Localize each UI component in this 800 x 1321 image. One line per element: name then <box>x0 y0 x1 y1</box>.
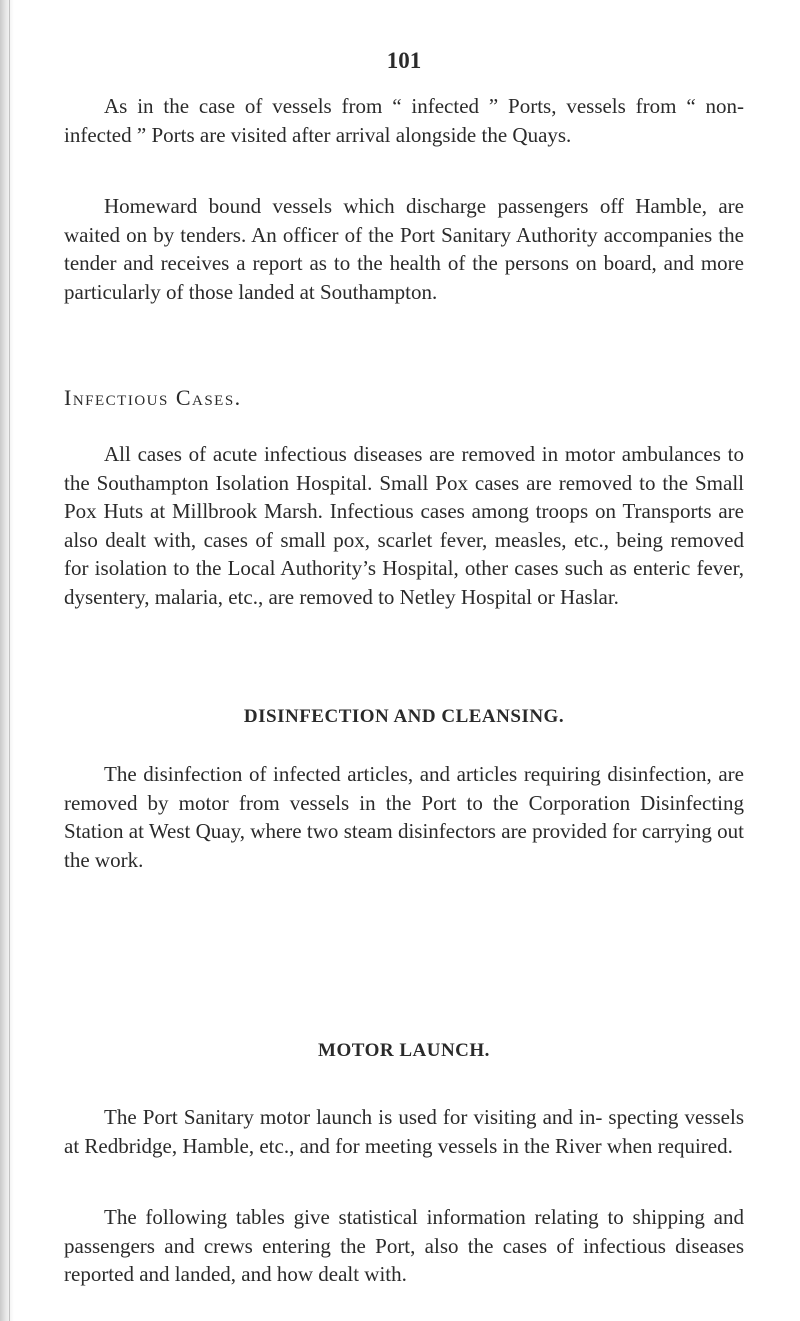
paragraph-disinfection: The disinfection of infected articles, and articles requiring disinfection, are removed by motor from vessels in the Port to the Corporation Disinfecting Station at West Quay, where two steam disinfectors are provided for carrying out the work. <box>64 762 744 872</box>
heading-motor-launch: MOTOR LAUNCH. <box>318 1040 490 1061</box>
paragraph-homeward-vessels: Homeward bound vessels which discharge passengers off Hamble, are waited on by tenders. An officer of the Port Sanitary Authority accompanies the tender and receives a report as to the health of the persons on board, and more particularly of those landed at Southampton. <box>64 194 744 304</box>
heading-disinfection-cleansing: DISINFECTION AND CLEANSING. <box>243 706 565 727</box>
paragraph-motor-launch: The Port Sanitary motor launch is used for visiting and in- specting vessels at Redbridge, Hamble, etc., and for meeting vessels in the River when required. <box>64 1105 744 1158</box>
paragraph-statistical-tables: The following tables give statistical information relating to shipping and passengers and crews entering the Port, also the cases of infectious diseases reported and landed, and how dealt with. <box>64 1205 744 1287</box>
page-number: 101 <box>386 48 422 73</box>
page-binding-line <box>9 0 10 1321</box>
page-binding-edge <box>0 0 14 1321</box>
paragraph-quay-visits: As in the case of vessels from “ infected ” Ports, vessels from “ non-infected ” Ports are visited after arrival alongside the Quays. <box>64 94 744 147</box>
paragraph-infectious-cases: All cases of acute infectious diseases are removed in motor ambulances to the Southampton Isolation Hospital. Small Pox cases are removed to the Small Pox Huts at Millbrook Marsh. Infectious cases among troops on Transports are also dealt with, cases of small pox, scarlet fever, measles, etc., being removed for isolation to the Local Authority’s Hospital, other cases such as enteric fever, dysentery, malaria, etc., are removed to Netley Hospital or Haslar. <box>64 442 744 609</box>
heading-infectious-cases: Infectious Cases. <box>64 385 242 410</box>
